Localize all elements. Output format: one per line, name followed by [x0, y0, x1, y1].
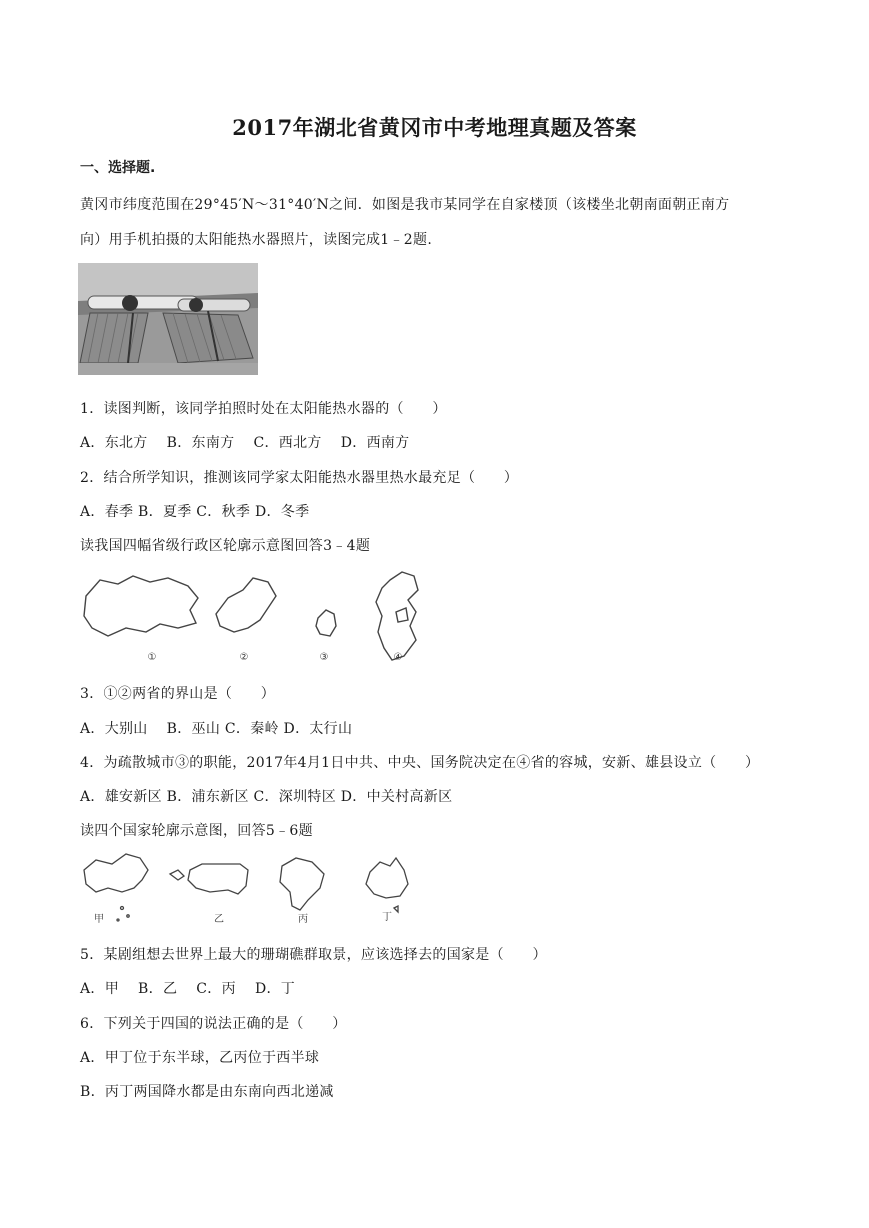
province-outline-1	[84, 576, 198, 636]
q5-stem: 5．某剧组想去世界上最大的珊瑚礁群取景，应该选择去的国家是（ ）	[80, 947, 547, 963]
province-outline-maps	[78, 568, 438, 668]
province-label-4: ④	[393, 652, 403, 663]
q4-stem: 4．为疏散城市③的职能，2017年4月1日中共、中央、国务院决定在④省的容城，安新、雄县设立（ ）	[80, 755, 760, 771]
section-heading: 一、选择题.	[80, 160, 156, 176]
province-label-2: ②	[239, 652, 249, 663]
country-label-ding: 丁	[382, 912, 392, 923]
province-label-1: ①	[147, 652, 157, 663]
country-outline-maps	[78, 848, 423, 926]
country-label-jia: 甲	[94, 914, 104, 925]
q1-options: A．东北方 B．东南方 C．西北方 D．西南方	[80, 435, 410, 451]
country-label-bing: 丙	[298, 914, 308, 925]
q2-stem: 2．结合所学知识，推测该同学家太阳能热水器里热水最充足（ ）	[80, 470, 519, 486]
page-title: 2017年湖北省黄冈市中考地理真题及答案	[232, 115, 637, 140]
q6-option-a: A．甲丁位于东半球，乙丙位于西半球	[80, 1050, 320, 1066]
country-outline-bing	[280, 858, 324, 910]
q6-option-b: B．丙丁两国降水都是由东南向西北递减	[80, 1084, 334, 1100]
q2-options: A．春季 B．夏季 C．秋季 D．冬季	[80, 504, 310, 520]
province-outline-3	[316, 610, 336, 636]
q1-stem: 1．读图判断，该同学拍照时处在太阳能热水器的（ ）	[80, 401, 447, 417]
province-outline-2	[216, 578, 276, 632]
q6-stem: 6．下列关于四国的说法正确的是（ ）	[80, 1016, 347, 1032]
province-label-3: ③	[319, 652, 329, 663]
q5-options: A．甲 B．乙 C．丙 D．丁	[80, 981, 296, 997]
q3-options: A．大别山 B．巫山 C．秦岭 D．太行山	[80, 721, 353, 737]
intro-1-2-line1: 黄冈市纬度范围在29°45′N～31°40′N之间．如图是我市某同学在自家楼顶（该楼坐北朝南面朝正南方	[80, 197, 730, 213]
country-outline-yi	[188, 864, 248, 894]
country-label-yi: 乙	[214, 914, 224, 925]
intro-3-4: 读我国四幅省级行政区轮廓示意图回答3﹣4题	[80, 538, 371, 554]
intro-1-2-line2: 向）用手机拍摄的太阳能热水器照片，读图完成1﹣2题.	[80, 232, 433, 248]
country-outline-jia	[84, 854, 148, 892]
intro-5-6: 读四个国家轮廓示意图，回答5﹣6题	[80, 823, 313, 839]
solar-heater-photo	[78, 263, 258, 375]
country-outline-ding	[366, 858, 408, 898]
q3-stem: 3．①②两省的界山是（ ）	[80, 686, 276, 702]
q4-options: A．雄安新区 B．浦东新区 C．深圳特区 D．中关村高新区	[80, 789, 453, 805]
